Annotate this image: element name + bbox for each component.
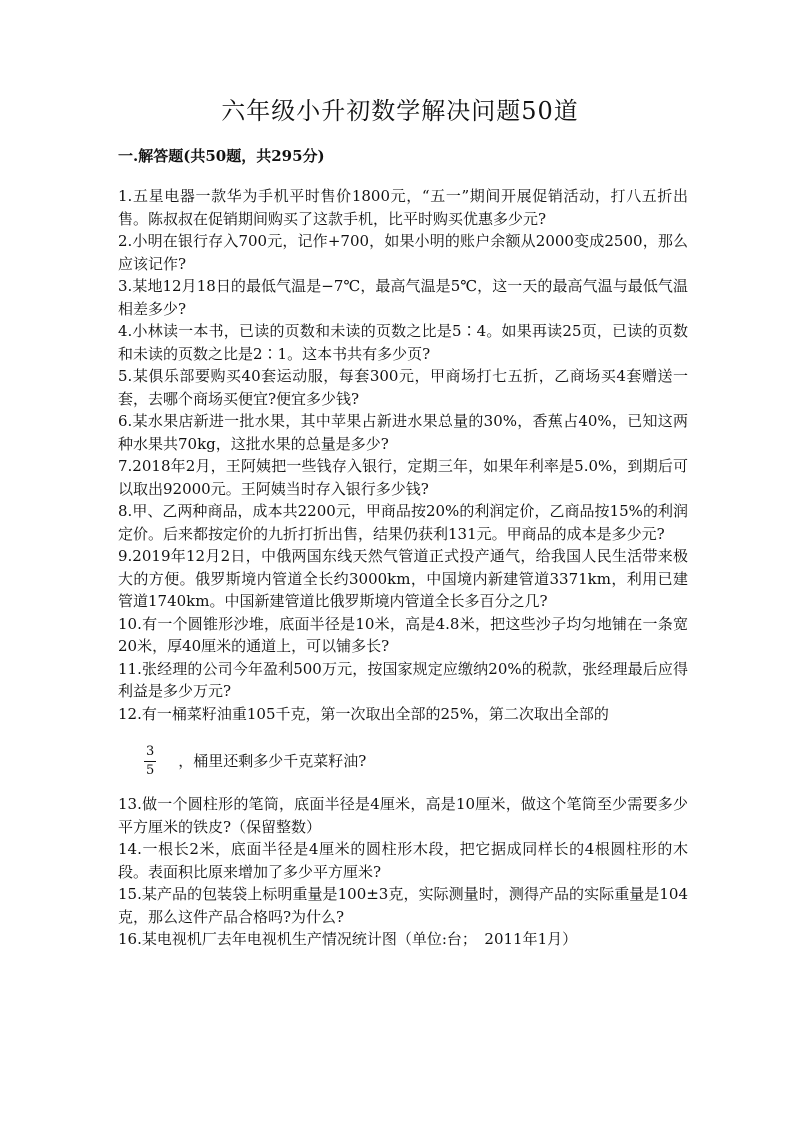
question-list <box>118 185 688 951</box>
section-heading: 一.解答题(共50题，共295分) <box>118 147 325 165</box>
question-10: 10.有一个圆锥形沙堆，底面半径是10米，高是4.8米，把这些沙子均匀地铺在一条宽20米，厚40厘米的通道上，可以铺多长? <box>118 614 688 655</box>
question-1: 1.五星电器一款华为手机平时售价1800元，“五一”期间开展促销活动，打八五折出售。陈叔叔在促销期间购买了这款手机，比平时购买优惠多少元? <box>118 187 688 228</box>
question-12-tail: ，桶里还剩多少千克菜籽油? <box>178 751 367 770</box>
question-16: 16.某电视机厂去年电视机生产情况统计图（单位:台； 2011年1月） <box>118 930 578 948</box>
question-7: 7.2018年2月，王阿姨把一些钱存入银行，定期三年，如果年利率是5.0%，到期后可以取出92000元。王阿姨当时存入银行多少钱? <box>118 457 688 498</box>
question-14: 14.一根长2米，底面半径是4厘米的圆柱形木段，把它据成同样长的4根圆柱形的木段。表面积比原来增加了多少平方厘米? <box>118 840 688 881</box>
question-6: 6.某水果店新进一批水果，其中苹果占新进水果总量的30%，香蕉占40%，已知这两种水果共70kg，这批水果的总量是多少? <box>118 412 688 453</box>
fraction-denominator: 5 <box>146 762 155 778</box>
page-title: 六年级小升初数学解决问题50道 <box>221 97 579 125</box>
question-11: 11.张经理的公司今年盈利500万元，按国家规定应缴纳20%的税款，张经理最后应得利益是多少万元? <box>118 659 688 700</box>
question-12-continuation <box>118 739 688 783</box>
question-5: 5.某俱乐部要购买40套运动服，每套300元，甲商场打七五折，乙商场买4套赠送一套，去哪个商场买便宜?便宜多少钱? <box>118 367 688 408</box>
question-12: 12.有一桶菜籽油重105千克，第一次取出全部的25%，第二次取出全部的 <box>118 704 609 723</box>
fraction <box>144 744 156 779</box>
question-15: 15.某产品的包装袋上标明重量是100±3克，实际测量时，测得产品的实际重量是104克，那么这件产品合格吗?为什么? <box>118 885 688 926</box>
question-13: 13.做一个圆柱形的笔筒，底面半径是4厘米，高是10厘米，做这个笔筒至少需要多少平方厘米的铁皮?（保留整数） <box>118 795 688 836</box>
question-2: 2.小明在银行存入700元，记作+700，如果小明的账户余额从2000变成2500，那么应该记作? <box>118 232 688 273</box>
question-8: 8.甲、乙两种商品，成本共2200元，甲商品按20%的利润定价，乙商品按15%的利润定价。后来都按定价的九折打折出售，结果仍获利131元。甲商品的成本是多少元? <box>118 502 688 543</box>
question-3: 3.某地12月18日的最低气温是−7℃，最高气温是5℃，这一天的最高气温与最低气温相差多少? <box>118 277 688 318</box>
fraction-numerator: 3 <box>144 744 156 762</box>
question-9: 9.2019年12月2日，中俄两国东线天然气管道正式投产通气，给我国人民生活带来极大的方便。俄罗斯境内管道全长约3000km，中国境内新建管道3371km，利用已建管道1740km。中国新建管道比俄罗斯境内管道全长多百分之几? <box>118 547 688 610</box>
question-4: 4.小林读一本书，已读的页数和未读的页数之比是5∶4。如果再读25页，已读的页数和未读的页数之比是2∶1。这本书共有多少页? <box>118 322 688 363</box>
